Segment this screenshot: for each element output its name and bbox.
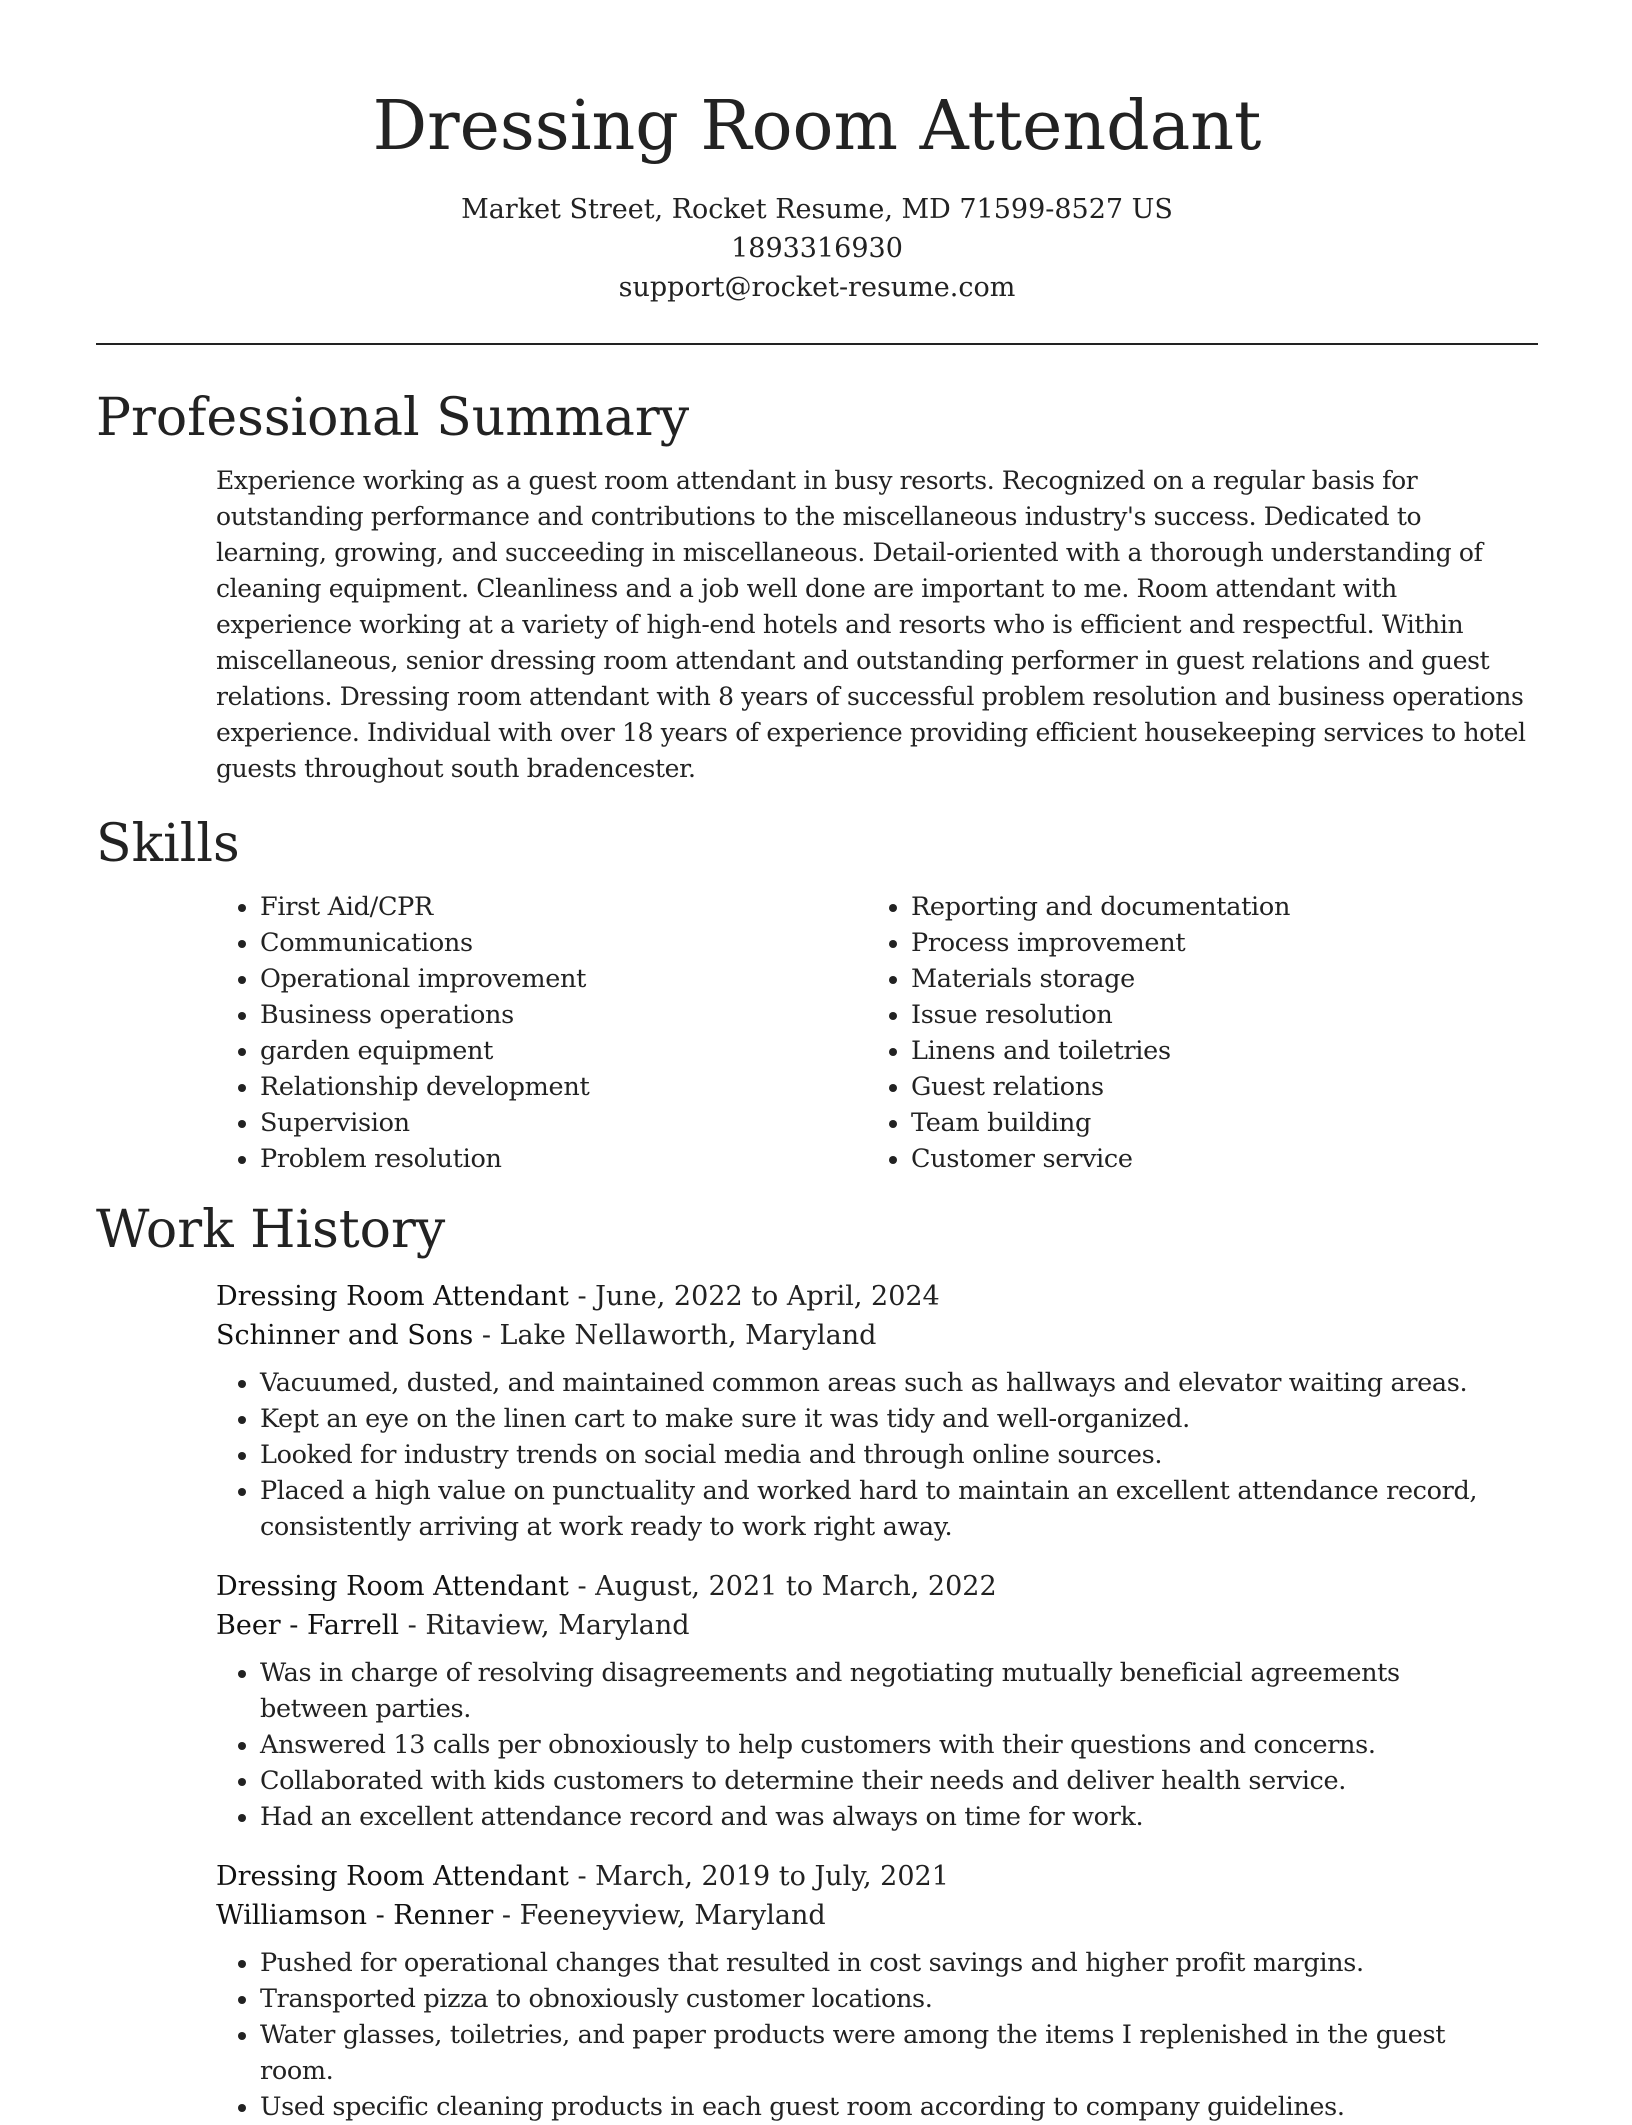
skill-item: • Business operations (260, 997, 867, 1033)
job-role: Dressing Room Attendant (216, 1861, 569, 1892)
job-bullet: • Collaborated with kids customers to determine their needs and deliver health service. (260, 1763, 1480, 1799)
contact-address: Market Street, Rocket Resume, MD 71599-8527 US (461, 194, 1173, 225)
skill-item: • Team building (911, 1105, 1511, 1141)
resume-page (96, 0, 1538, 2125)
job-entry (216, 1277, 1538, 1545)
job-bullets (216, 1945, 1480, 2125)
contact-phone: 1893316930 (731, 233, 903, 264)
summary-paragraph: Experience working as a guest room attendant in busy resorts. Recognized on a regular basis for outstanding performance and contributions to the miscellaneous industry's success. Dedicated to learning, growing, and succeeding in miscellaneous. Detail-oriented with a thorough understanding of cleaning equipment. Cleanliness and a job well done are important to me. Room attendant with experience working at a variety of high-end hotels and resorts who is efficient and respectful. Within miscellaneous, senior dressing room attendant and outstanding performer in guest relations and guest relations. Dressing room attendant with 8 years of successful problem resolution and business operations experience. Individual with over 18 years of experience providing efficient housekeeping services to hotel guests throughout south bradencester. (216, 466, 1526, 783)
contact-email: support@rocket-resume.com (618, 272, 1016, 303)
skill-item: • Problem resolution (260, 1141, 867, 1177)
job-dates: - August, 2021 to March, 2022 (568, 1571, 997, 1602)
job-dates: - March, 2019 to July, 2021 (568, 1861, 949, 1892)
job-bullet: • Used specific cleaning products in each guest room according to company guidelines. (260, 2089, 1480, 2125)
job-company: Beer - Farrell (216, 1610, 400, 1641)
job-dates: - June, 2022 to April, 2024 (568, 1281, 940, 1312)
job-bullet: • Answered 13 calls per obnoxiously to help customers with their questions and concerns. (260, 1727, 1480, 1763)
job-location: - Ritaview, Maryland (399, 1610, 690, 1641)
job-company-line (216, 1896, 1538, 1935)
work-history-heading: Work History (96, 1200, 446, 1260)
job-bullets (216, 1655, 1480, 1835)
skills-heading: Skills (96, 814, 240, 874)
skill-item: • Communications (260, 925, 867, 961)
job-bullet: • Placed a high value on punctuality and worked hard to maintain an excellent attendance record, consistently arriving at work ready to work right away. (260, 1473, 1480, 1545)
job-bullets (216, 1365, 1480, 1545)
job-role: Dressing Room Attendant (216, 1571, 569, 1602)
job-title-line (216, 1567, 1538, 1606)
skill-item: • garden equipment (260, 1033, 867, 1069)
job-bullet: • Was in charge of resolving disagreements and negotiating mutually beneficial agreements between parties. (260, 1655, 1480, 1727)
job-entry (216, 1857, 1538, 2125)
job-company-line (216, 1316, 1538, 1355)
candidate-name: Dressing Room Attendant (372, 87, 1262, 166)
skill-item: • Supervision (260, 1105, 867, 1141)
skill-item: • Linens and toiletries (911, 1033, 1511, 1069)
resume-header (96, 0, 1538, 307)
job-role: Dressing Room Attendant (216, 1281, 569, 1312)
contact-block (96, 190, 1538, 307)
skill-item: • Relationship development (260, 1069, 867, 1105)
skills-list-right (867, 889, 1511, 1177)
skill-item: • Guest relations (911, 1069, 1511, 1105)
job-bullet: • Water glasses, toiletries, and paper products were among the items I replenished in the guest room. (260, 2017, 1480, 2089)
job-bullet: • Vacuumed, dusted, and maintained common areas such as hallways and elevator waiting areas. (260, 1365, 1480, 1401)
job-company: Schinner and Sons (216, 1320, 474, 1351)
skill-item: • Issue resolution (911, 997, 1511, 1033)
job-bullet: • Transported pizza to obnoxiously customer locations. (260, 1981, 1480, 2017)
skill-item: • Materials storage (911, 961, 1511, 997)
job-location: - Feeneyview, Maryland (493, 1900, 826, 1931)
job-title-line (216, 1277, 1538, 1316)
job-title-line (216, 1857, 1538, 1896)
job-entry (216, 1567, 1538, 1835)
summary-heading: Professional Summary (96, 388, 690, 448)
job-company: Williamson - Renner (216, 1900, 494, 1931)
skill-item: • Reporting and documentation (911, 889, 1511, 925)
skill-item: • Customer service (911, 1141, 1511, 1177)
job-bullet: • Had an excellent attendance record and was always on time for work. (260, 1799, 1480, 1835)
job-bullet: • Kept an eye on the linen cart to make sure it was tidy and well-organized. (260, 1401, 1480, 1437)
skills-columns (216, 889, 1538, 1177)
job-bullet: • Looked for industry trends on social media and through online sources. (260, 1437, 1480, 1473)
job-location: - Lake Nellaworth, Maryland (473, 1320, 877, 1351)
skill-item: • Process improvement (911, 925, 1511, 961)
job-bullet: • Pushed for operational changes that resulted in cost savings and higher profit margins. (260, 1945, 1480, 1981)
skill-item: • First Aid/CPR (260, 889, 867, 925)
header-divider (96, 343, 1538, 345)
skill-item: • Operational improvement (260, 961, 867, 997)
skills-list-left (216, 889, 867, 1177)
job-company-line (216, 1606, 1538, 1645)
